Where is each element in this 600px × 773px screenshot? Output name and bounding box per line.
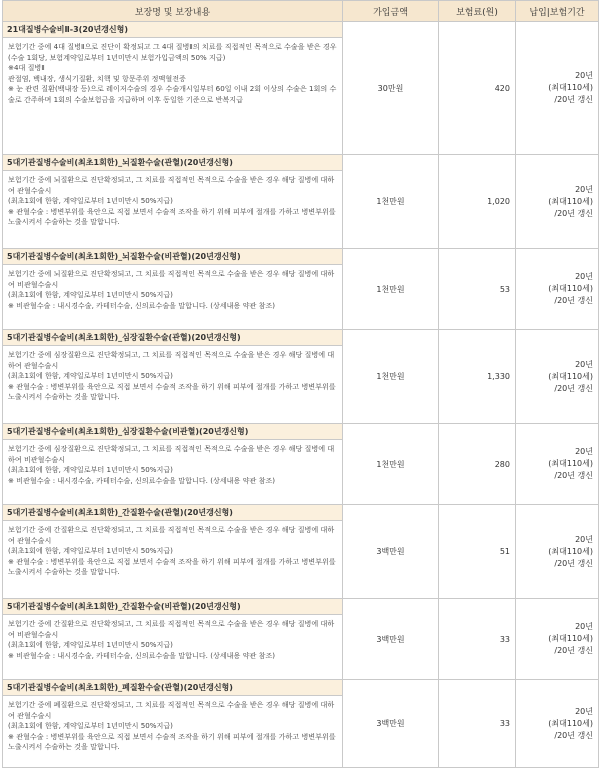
coverage-table (2, 0, 599, 768)
coverage-amount: 3백만원 (343, 680, 439, 768)
coverage-title-row (3, 249, 599, 265)
coverage-description: 보험기간 중에 뇌질환으로 진단확정되고, 그 치료를 직접적인 목적으로 수술을 받은 경우 해당 질병에 대하여 비관혈수술시 (최초1회에 한함, 계약일로부터 1년미만시 50%지급) ※ 비관혈수술 : 내시경수술, 카테터수술, 신의료수술을 말합니다. (상세내용 약관 참조) (3, 265, 343, 330)
coverage-period: 20년 (최대110세) /20년 갱신 (516, 599, 599, 680)
coverage-premium: 420 (439, 22, 516, 155)
coverage-amount: 1천만원 (343, 330, 439, 424)
coverage-title-row (3, 22, 599, 38)
header-name: 보장명 및 보장내용 (3, 1, 343, 22)
coverage-amount: 30만원 (343, 22, 439, 155)
coverage-premium: 280 (439, 424, 516, 505)
coverage-amount: 3백만원 (343, 505, 439, 599)
coverage-period: 20년 (최대110세) /20년 갱신 (516, 249, 599, 330)
coverage-period: 20년 (최대110세) /20년 갱신 (516, 424, 599, 505)
header-premium: 보험료(원) (439, 1, 516, 22)
coverage-amount: 1천만원 (343, 155, 439, 249)
coverage-premium: 33 (439, 599, 516, 680)
header-amount: 가입금액 (343, 1, 439, 22)
coverage-title: 5대기관질병수술비(최초1회한)_심장질환수술(관혈)(20년갱신형) (3, 330, 343, 346)
coverage-title: 5대기관질병수술비(최초1회한)_심장질환수술(비관혈)(20년갱신형) (3, 424, 343, 440)
header-period: 납입|보험기간 (516, 1, 599, 22)
coverage-premium: 1,330 (439, 330, 516, 424)
coverage-description: 보험기간 중에 심장질환으로 진단확정되고, 그 치료를 직접적인 목적으로 수술을 받은 경우 해당 질병에 대하여 관혈수술시 (최초1회에 한함, 계약일로부터 1년미만시 50%지급) ※ 관혈수술 : 병변부위를 육안으로 직접 보면서 수술적 조작을 하기 위해 피부에 절개를 가하고 병변부위를 노출시켜서 수술하는 것을 말합니다. (3, 346, 343, 424)
coverage-title: 21대질병수술비Ⅱ-3(20년갱신형) (3, 22, 343, 38)
coverage-title-row (3, 599, 599, 615)
table-header-row (3, 1, 599, 22)
coverage-title-row (3, 330, 599, 346)
coverage-title: 5대기관질병수술비(최초1회한)_뇌질환수술(관혈)(20년갱신형) (3, 155, 343, 171)
coverage-description: 보험기간 중에 폐질환으로 진단확정되고, 그 치료를 직접적인 목적으로 수술을 받은 경우 해당 질병에 대하여 관혈수술시 (최초1회에 한함, 계약일로부터 1년미만시 50%지급) ※ 관혈수술 : 병변부위를 육안으로 직접 보면서 수술적 조작을 하기 위해 피부에 절개를 가하고 병변부위를 노출시켜서 수술하는 것을 말합니다. (3, 696, 343, 768)
coverage-title: 5대기관질병수술비(최초1회한)_간질환수술(비관혈)(20년갱신형) (3, 599, 343, 615)
coverage-title-row (3, 424, 599, 440)
coverage-amount: 1천만원 (343, 424, 439, 505)
coverage-description: 보험기간 중에 심장질환으로 진단확정되고, 그 치료를 직접적인 목적으로 수술을 받은 경우 해당 질병에 대하여 비관혈수술시 (최초1회에 한함, 계약일로부터 1년미만시 50%지급) ※ 비관혈수술 : 내시경수술, 카테터수술, 신의료수술을 말합니다. (상세내용 약관 참조) (3, 440, 343, 505)
coverage-title-row (3, 155, 599, 171)
coverage-premium: 1,020 (439, 155, 516, 249)
coverage-description: 보험기간 중에 간질환으로 진단확정되고, 그 치료를 직접적인 목적으로 수술을 받은 경우 해당 질병에 대하여 관혈수술시 (최초1회에 한함, 계약일로부터 1년미만시 50%지급) ※ 관혈수술 : 병변부위를 육안으로 직접 보면서 수술적 조작을 하기 위해 피부에 절개를 가하고 병변부위를 노출시켜서 수술하는 것을 말합니다. (3, 521, 343, 599)
coverage-period: 20년 (최대110세) /20년 갱신 (516, 505, 599, 599)
coverage-period: 20년 (최대110세) /20년 갱신 (516, 330, 599, 424)
coverage-description: 보험기간 중에 뇌질환으로 진단확정되고, 그 치료를 직접적인 목적으로 수술을 받은 경우 해당 질병에 대하여 관혈수술시 (최초1회에 한함, 계약일로부터 1년미만시 50%지급) ※ 관혈수술 : 병변부위를 육안으로 직접 보면서 수술적 조작을 하기 위해 피부에 절개를 가하고 병변부위를 노출시켜서 수술하는 것을 말합니다. (3, 171, 343, 249)
coverage-amount: 3백만원 (343, 599, 439, 680)
coverage-amount: 1천만원 (343, 249, 439, 330)
coverage-period: 20년 (최대110세) /20년 갱신 (516, 22, 599, 155)
coverage-period: 20년 (최대110세) /20년 갱신 (516, 680, 599, 768)
coverage-title-row (3, 505, 599, 521)
coverage-title: 5대기관질병수술비(최초1회한)_뇌질환수술(비관혈)(20년갱신형) (3, 249, 343, 265)
coverage-title: 5대기관질병수술비(최초1회한)_폐질환수술(관혈)(20년갱신형) (3, 680, 343, 696)
coverage-description: 보험기간 중에 간질환으로 진단확정되고, 그 치료를 직접적인 목적으로 수술을 받은 경우 해당 질병에 대하여 비관혈수술시 (최초1회에 한함, 계약일로부터 1년미만시 50%지급) ※ 비관혈수술 : 내시경수술, 카테터수술, 신의료수술을 말합니다. (상세내용 약관 참조) (3, 615, 343, 680)
coverage-period: 20년 (최대110세) /20년 갱신 (516, 155, 599, 249)
coverage-premium: 51 (439, 505, 516, 599)
coverage-description: 보험기간 중에 4대 질병Ⅱ으로 진단이 확정되고 그 4대 질병Ⅱ의 치료를 직접적인 목적으로 수술을 받은 경우 (수술 1회당, 보험계약일로부터 1년미만시 보험가입금액의 50% 지급) ※4대 질병Ⅱ 관절염, 백내장, 생식기질환, 치핵 및 항문주위 정맥혈전증 ※ 눈 관련 질환(백내장 등)으로 레이저수술의 경우 수술개시일부터 60일 이내 2회 이상의 수술은 1회의 수술로 간주하며 1회의 수술보험금을 지급하며 이후 동일한 기준으로 반복지급 (3, 38, 343, 155)
coverage-title-row (3, 680, 599, 696)
coverage-premium: 33 (439, 680, 516, 768)
coverage-premium: 53 (439, 249, 516, 330)
coverage-title: 5대기관질병수술비(최초1회한)_간질환수술(관혈)(20년갱신형) (3, 505, 343, 521)
